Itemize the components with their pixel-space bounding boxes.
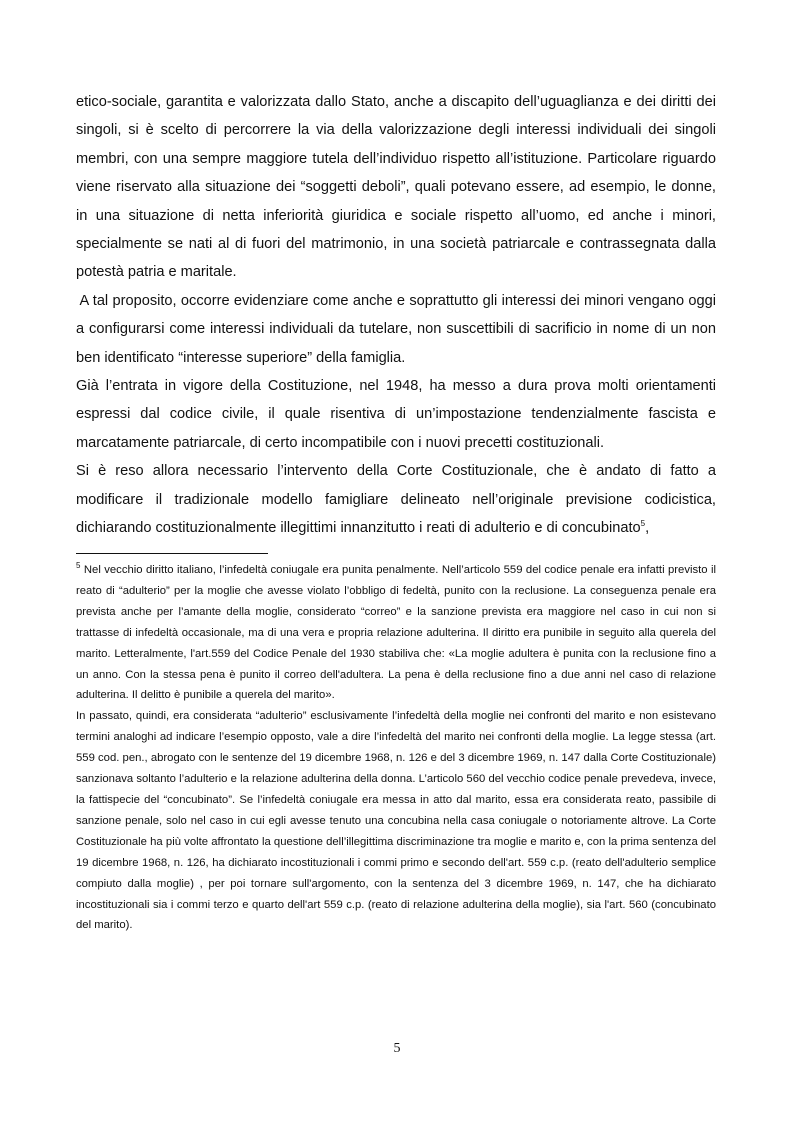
paragraph-3: Già l’entrata in vigore della Costituzione, nel 1948, ha messo a dura prova molti orientamenti espressi dal codice civile, il quale risentiva di un’impostazione tendenzialmente fascista e marcatamente patriarcale, di certo incompatibile con i nuovi precetti costituzionali. (76, 378, 716, 451)
paragraph-2 (76, 287, 716, 372)
paragraph-2-text: A tal proposito, occorre evidenziare come anche e soprattutto gli interessi dei minori vengano oggi a configurarsi come interessi individuali da tutelare, non suscettibili di sacrificio in nome di un non ben identificato “interesse superiore” della famiglia. (76, 292, 716, 366)
footnote-paragraph-1-text: Nel vecchio diritto italiano, l’infedeltà coniugale era punita penalmente. Nell’articolo 559 del codice penale era infatti previsto il reato di “adulterio” per la moglie che avesse violato l’obbligo di fedeltà, punito con la reclusione. La conseguenza penale era prevista anche per l’amante della moglie, considerato “correo” e la sanzione prevista era maggiore nel caso in cui non si trattasse di infedeltà occasionale, ma di una vera e propria relazione adulterina. Il diritto era punibile in seguito alla querela del marito. Letteralmente, l'art.559 del Codice Penale del 1930 stabiliva che: «La moglie adultera è punita con la reclusione fino a un anno. Con la stessa pena è punito il correo dell'adultera. La pena è della reclusione fino a due anni nel caso di relazione adulterina. Il delitto è punibile a querela del marito». (76, 564, 716, 702)
footnote-number: 5 (76, 561, 81, 571)
paragraph-4-text: Si è reso allora necessario l’intervento della Corte Costituzionale, che è andato di fatto a modificare il tradizionale modello famigliare delineato nell’originale previsione codicistica, dichiarando costituzionalmente illegittimi innanzitutto i reati di adulterio e di concubinato (76, 463, 716, 537)
paragraph-4 (76, 457, 716, 542)
main-text (76, 88, 716, 543)
footnote-separator (76, 553, 268, 554)
body-text (76, 88, 716, 543)
footnote-paragraph-1 (76, 560, 716, 706)
footnote-5 (76, 560, 716, 936)
footnote-reference[interactable]: 5 (640, 519, 646, 529)
footnote-paragraph-2: In passato, quindi, era considerata “adulterio” esclusivamente l’infedeltà della moglie nei confronti del marito e non esistevano termini analoghi ad indicare l’esempio opposto, vale a dire l’infedeltà del marito nei confronti della moglie. La legge stessa (art. 559 cod. pen., abrogato con le sentenze del 19 dicembre 1968, n. 126 e del 3 dicembre 1969, n. 147 dalla Corte Costituzionale) sanzionava soltanto l’adulterio e la relazione adulterina della donna. L’articolo 560 del vecchio codice penale prevedeva, invece, la fattispecie del “concubinato”. Se l’infedeltà coniugale era messa in atto dal marito, essa era considerata reato, passibile di sanzione penale, solo nel caso in cui egli avesse tenuto una concubina nella casa coniugale o notoriamente altrove. La Corte Costituzionale ha più volte affrontato la questione dell’illegittima discriminazione tra moglie e marito e, con la prima sentenza del 19 dicembre 1968, n. 126, ha dichiarato incostituzionali i commi primo e secondo dell'art. 559 c.p. (reato dell'adulterio semplice compiuto dalla moglie) , per poi tornare sull'argomento, con la sentenza del 3 dicembre 1969, n. 147, che ha dichiarato incostituzionali sia i commi terzo e quarto dell'art 559 c.p. (reato di relazione adulterina della moglie), sia l'art. 560 (concubinato del marito). (76, 710, 716, 932)
paragraph-1: etico-sociale, garantita e valorizzata dallo Stato, anche a discapito dell’uguaglianza e dei diritti dei singoli, si è scelto di percorrere la via della valorizzazione degli interessi individuali dei singoli membri, con una sempre maggiore tutela dell’individuo rispetto all’istituzione. Particolare riguardo viene riservato alla situazione dei “soggetti deboli”, quali potevano essere, ad esempio, le donne, in una situazione di netta inferiorità giuridica e sociale rispetto all’uomo, ed anche i minori, specialmente se nati al di fuori del matrimonio, in una società patriarcale e contrassegnata dalla potestà patria e maritale. (76, 94, 716, 281)
paragraph-4-end: , (645, 520, 650, 537)
page-number: 5 (393, 1041, 401, 1056)
